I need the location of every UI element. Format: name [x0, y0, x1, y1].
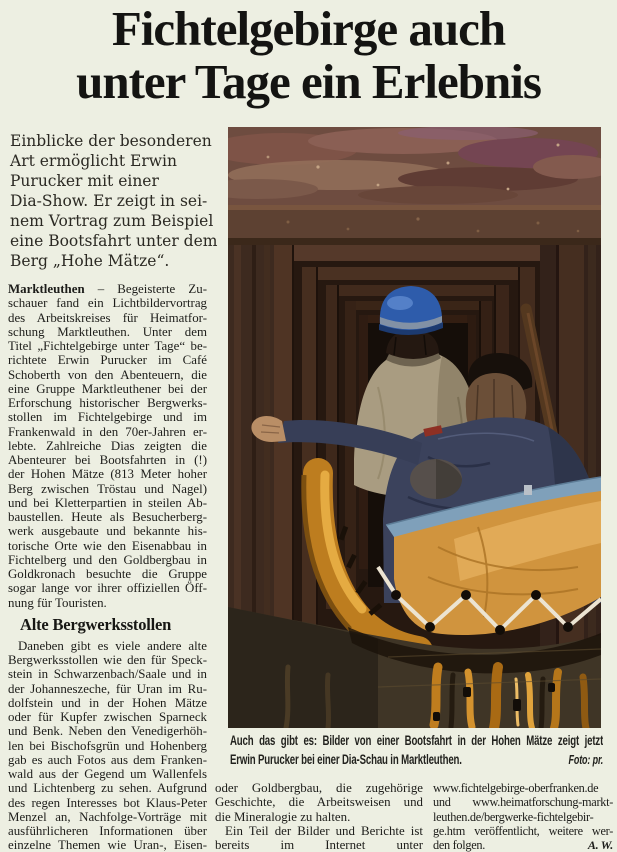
text-line: des regen Interesses bot Klaus-Peter [8, 795, 207, 810]
text-line: den folgen. A. W. [433, 838, 613, 852]
text-line: schung Marktleuthen. Unter dem [8, 324, 207, 339]
text-line: sogar lange vor ihrer offiziellen Öff- [8, 581, 207, 596]
paragraph-1-last-line: nung für Touristen. [8, 595, 107, 610]
text-line: Ein Teil der Bilder und Berichte ist [225, 823, 423, 838]
text-line: oder Goldbergbau, die zugehörige [215, 781, 423, 795]
lead-line: Dia-Show. Er zeigt in sei- [10, 192, 208, 210]
paragraph-first-line: Marktleuthen – Begeisterte Zu- [8, 282, 207, 296]
text-line: und Lichtenberg zu sehen. Aufgrund [8, 781, 207, 796]
text-line: Erforschung historischer Bergwerks- [8, 396, 207, 410]
text-line: der Johanneszeche, für Uran im Ru- [8, 681, 207, 696]
text-line: wald aus der Gegend um Wallenfels [8, 767, 207, 781]
text-line: stein in Schwarzenbach/Saale und in [8, 667, 207, 682]
text-line: len bei Bischofsgrün und Hohenberg [8, 738, 207, 753]
text-line: und Benk. Neben den Venedigerhöh- [8, 724, 207, 739]
url-line: und www.heimatforschung-markt- [433, 795, 613, 810]
dateline: Marktleuthen [8, 282, 85, 296]
article-photo [228, 127, 601, 728]
text-line: Schoberth von den Abenteuern, die [8, 367, 207, 382]
rock-ceiling [228, 127, 601, 205]
text-line: des Arbeitskreises für Heimatfor- [8, 310, 207, 325]
text-line: gab es auch Fotos aus dem Franken- [8, 752, 207, 767]
text-line: der Hohen Mätze (813 Meter hoher [8, 467, 207, 482]
lead-line: nem Vortrag zum Beispiel [10, 212, 214, 230]
url-line: leuthen.de/bergwerke-fichtelgebir- [433, 809, 594, 824]
text-line: die Mineralogie zu halten. [215, 809, 351, 824]
text-line: einzelne Themen wie Uran-, Eisen- [8, 838, 207, 852]
text-line: ge.htm veröffentlicht, weitere wer- [433, 823, 613, 838]
text-line: und bei Kletterpartien in steilen Ab- [8, 495, 207, 510]
text-line: Geschichte, die Arbeitsweisen und [215, 795, 423, 810]
caption-line-2: Erwin Purucker bei einer Dia-Schau in Marktleuthen. [230, 751, 462, 767]
text-line: lebte. Zahlreiche Dias zeigten die [8, 438, 207, 453]
text-line: dolfstein und in der Hohen Mätze [8, 695, 207, 710]
lead-line: Purucker mit einer [10, 172, 159, 190]
text-line: schauer fand ein Lichtbildervortrag [8, 296, 207, 311]
photo-caption [230, 732, 603, 772]
text-line: richtete Erwin Purucker im Café [8, 353, 207, 368]
lead-line: Berg „Hohe Mätze“. [10, 252, 170, 270]
text-line: werk ausgebaute und bekannte his- [8, 524, 207, 539]
headline-line-2: unter Tage ein Erlebnis [76, 54, 541, 109]
photo-credit: Foto: pr. [568, 752, 603, 767]
paragraph-2-lines [8, 639, 207, 852]
caption-line-1: Auch das gibt es: Bilder von einer Bootsfahrt in der Hohen Mätze zeigt jetzt [230, 733, 603, 748]
text-line: torische Orte wie den Eisenabbau in [8, 538, 207, 553]
text-line: Daneben gibt es viele andere alte [18, 638, 207, 653]
url-line: www.fichtelgebirge-oberfranken.de [433, 781, 599, 795]
author-initials: A. W. [587, 838, 613, 852]
text-line: Goldkronach besuchte die Gruppe [8, 567, 207, 581]
text-line: stollen im Fichtelgebirge und im [8, 410, 207, 425]
text-line: ausführlicheren Informationen über [8, 824, 207, 838]
ceiling-beam [228, 205, 601, 245]
text-line: baustellen. Heute als Besucherberg- [8, 510, 207, 524]
article-headline [0, 2, 617, 108]
text-line: bereits im Internet unter [215, 838, 423, 852]
text-line: Abenteurer bei Bootsfahrten in (!) [8, 453, 207, 467]
text-line: Menzel an, Nachfolge-Vorträge mit [8, 809, 207, 824]
text-line: Frankenwald in den 70er-Jahren er- [8, 424, 207, 439]
text-line: Bergwerksstollen wie den für Speck- [8, 653, 207, 667]
lead-line: Art ermöglicht Erwin [10, 152, 177, 170]
lead-line: eine Bootsfahrt unter dem [10, 232, 218, 250]
paragraph-1-lines [8, 296, 207, 595]
lead-line: Einblicke der besonderen [10, 132, 212, 150]
text-line: Fichtelberg und den Goldbergbau in [8, 552, 207, 567]
body-column-right [433, 781, 613, 852]
text-line: Berg zwischen Tröstau und Nagel) [8, 481, 207, 496]
body-column-left [8, 282, 207, 852]
headline-line-1: Fichtelgebirge auch [111, 1, 506, 56]
mine-tunnel-illustration [228, 127, 601, 728]
body-column-middle [215, 781, 423, 852]
section-subhead: Alte Bergwerksstollen [20, 614, 172, 634]
lead-paragraph [10, 131, 228, 271]
text-line: oder für Kupfer zwischen Sparneck [8, 710, 207, 724]
text-line: Titel „Fichtelgebirge unter Tage“ be- [8, 339, 207, 353]
text-line: eine Gruppe Marktleuthener bei der [8, 381, 207, 396]
